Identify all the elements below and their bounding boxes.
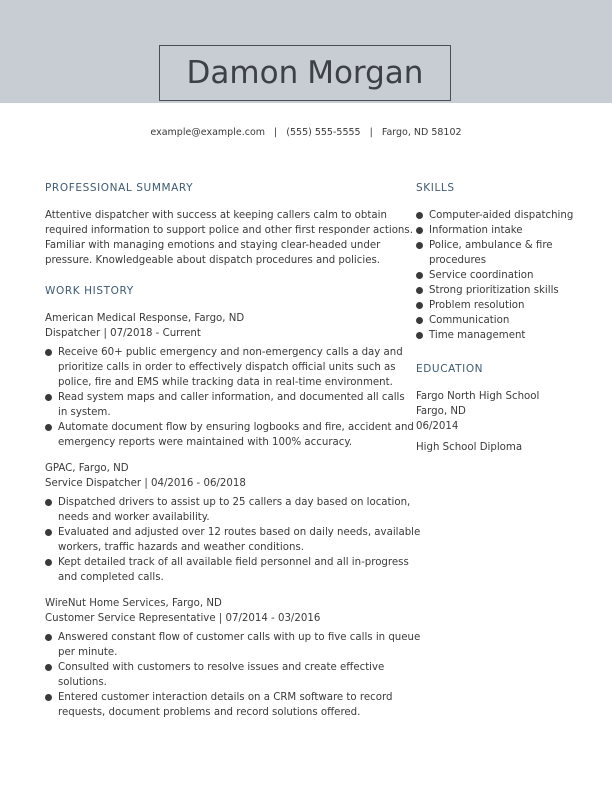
job-bullet-continuation: police, fire and EMS while tracking data in real-time environment.	[58, 377, 393, 388]
job-bullet: Answered constant flow of customer calls with up to five calls in queue	[45, 630, 378, 645]
contact-separator: |	[274, 127, 278, 138]
job-bullet-continuation: requests, document problems and record solutions offered.	[58, 707, 361, 718]
contact-phone: (555) 555-5555	[286, 127, 361, 138]
contact-email: example@example.com	[150, 127, 266, 138]
skill-item: Service coordination	[416, 268, 566, 283]
left-column	[45, 182, 421, 731]
skill-item-continuation: procedures	[429, 255, 486, 266]
work-history-title: WORK HISTORY	[45, 285, 134, 297]
skill-item: Communication	[416, 313, 566, 328]
skills-title: SKILLS	[416, 182, 455, 194]
job-bullet-continuation: emergency reports were maintained with 100% accuracy.	[58, 437, 353, 448]
job-bullets	[45, 630, 421, 720]
job-bullet: Automate document flow by ensuring logbooks and fire, accident and	[45, 420, 378, 435]
summary-text	[45, 208, 413, 268]
job-entry	[45, 461, 421, 585]
job-entry	[45, 311, 414, 450]
education-degree: High School Diploma	[416, 442, 523, 453]
education-school: Fargo North High School	[416, 391, 540, 402]
contact-line	[0, 127, 612, 138]
job-bullet-continuation: per minute.	[58, 647, 118, 658]
skill-item: Strong prioritization skills	[416, 283, 566, 298]
last-name: Morgan	[307, 55, 424, 91]
job-bullet: Dispatched drivers to assist up to 25 callers a day based on location,	[45, 495, 378, 510]
summary-line: Familiar with managing emotions and staying clear-headed under	[45, 240, 381, 251]
first-name: Damon	[186, 55, 299, 91]
job-role: Dispatcher | 07/2018 - Current	[45, 328, 201, 339]
skill-item: Time management	[416, 328, 566, 343]
skills-list	[416, 208, 574, 343]
skill-item: Police, ambulance & fire	[416, 238, 566, 253]
job-company: GPAC, Fargo, ND	[45, 463, 129, 474]
education-location: Fargo, ND	[416, 406, 466, 417]
name-box	[159, 45, 451, 101]
job-role: Customer Service Representative | 07/2014 - 03/2016	[45, 613, 321, 624]
job-bullet: Entered customer interaction details on a CRM software to record	[45, 690, 378, 705]
skill-item: Problem resolution	[416, 298, 566, 313]
job-bullet: Read system maps and caller information, and documented all calls	[45, 390, 378, 405]
job-bullets	[45, 345, 414, 450]
job-bullet: Kept detailed track of all available field personnel and all in-progress	[45, 555, 378, 570]
job-bullet-continuation: solutions.	[58, 677, 107, 688]
summary-line: Attentive dispatcher with success at keeping callers calm to obtain	[45, 210, 387, 221]
job-bullet-continuation: in system.	[58, 407, 111, 418]
job-bullets	[45, 495, 421, 585]
job-bullet-continuation: prioritize calls in order to effectively dispatch official units such as	[58, 362, 396, 373]
summary-title: PROFESSIONAL SUMMARY	[45, 182, 194, 194]
job-bullet-continuation: needs and worker availability.	[58, 512, 210, 523]
job-bullet: Receive 60+ public emergency and non-emergency calls a day and	[45, 345, 378, 360]
summary-line: pressure. Knowledgeable about dispatch procedures and policies.	[45, 255, 381, 266]
contact-separator: |	[369, 127, 373, 138]
job-bullet-continuation: workers, traffic hazards and weather conditions.	[58, 542, 304, 553]
contact-location: Fargo, ND 58102	[381, 127, 462, 138]
education-date: 06/2014	[416, 421, 459, 432]
job-bullet-continuation: and completed calls.	[58, 572, 164, 583]
skill-item: Information intake	[416, 223, 566, 238]
job-bullet: Evaluated and adjusted over 12 routes based on daily needs, available	[45, 525, 378, 540]
job-bullet: Consulted with customers to resolve issues and create effective	[45, 660, 378, 675]
job-company: American Medical Response, Fargo, ND	[45, 313, 245, 324]
skill-item: Computer-aided dispatching	[416, 208, 566, 223]
job-role: Service Dispatcher | 04/2016 - 06/2018	[45, 478, 246, 489]
job-company: WireNut Home Services, Fargo, ND	[45, 598, 222, 609]
education-title: EDUCATION	[416, 363, 484, 375]
right-column	[416, 182, 574, 455]
job-entry	[45, 596, 421, 720]
summary-line: required information to support police and other first responder actions.	[45, 225, 413, 236]
